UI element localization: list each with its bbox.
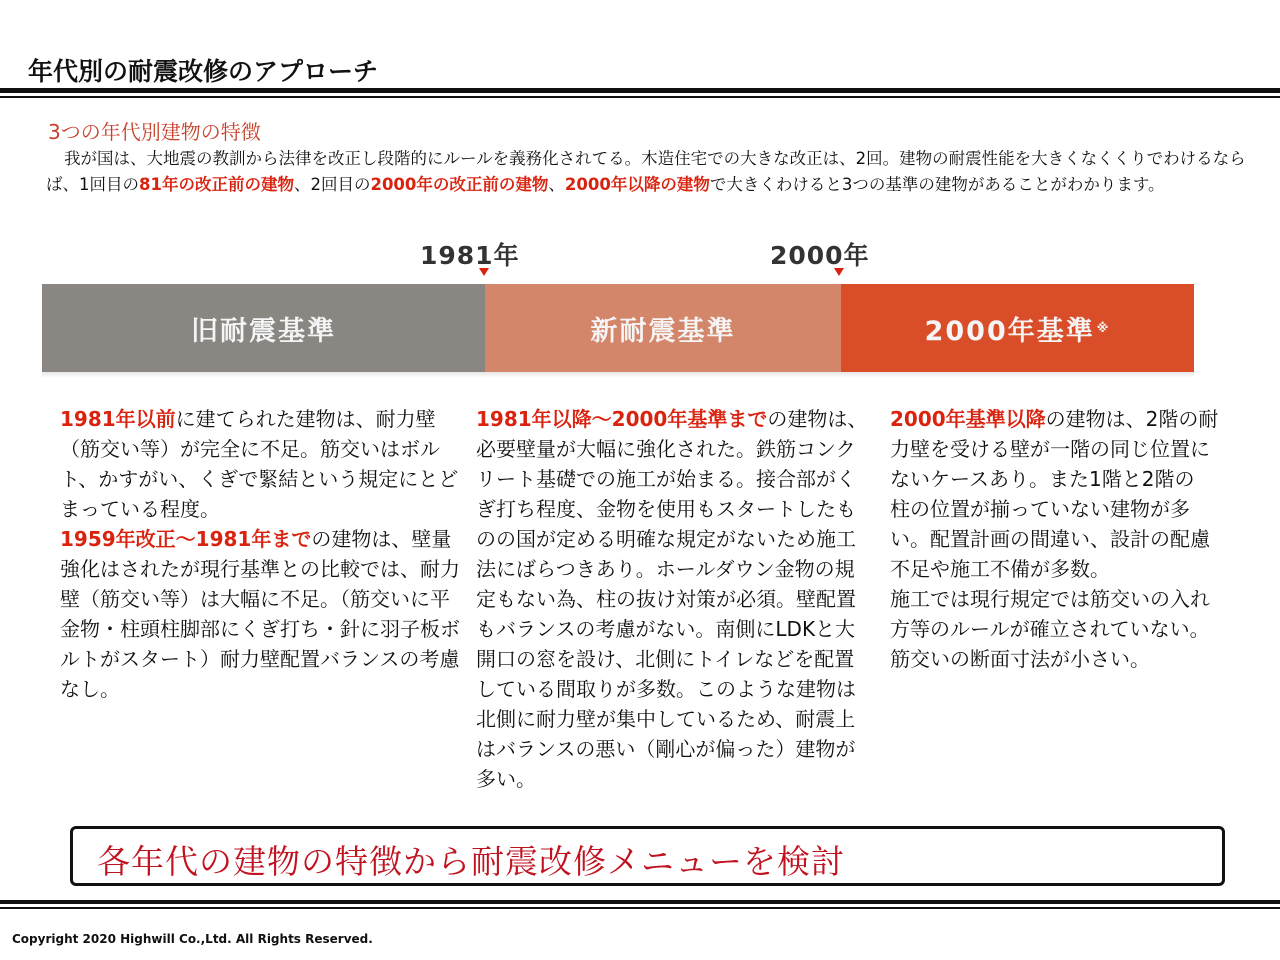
timeline-marker-2000 bbox=[834, 268, 844, 276]
band-new-label: 新耐震基準 bbox=[590, 315, 736, 347]
col1-heading-2: 1959年改正～1981年まで bbox=[60, 527, 312, 551]
intro-paragraph bbox=[46, 146, 1246, 198]
band-new-standard bbox=[485, 284, 841, 372]
band-2000-standard bbox=[841, 284, 1194, 372]
conclusion-text: 各年代の建物の特徴から耐震改修メニューを検討 bbox=[97, 842, 845, 881]
col1-text-1: に建てられた建物は、耐力壁（筋交い等）が完全に不足。筋交いはボルト、かすがい、くぎで緊結という規定にとどまっている程度。 bbox=[60, 407, 459, 521]
timeline-marker-1981 bbox=[479, 268, 489, 276]
footer-divider bbox=[0, 900, 1280, 904]
copyright-text: Copyright 2020 Highwill Co.,Ltd. All Rights Reserved. bbox=[12, 932, 373, 946]
col1-text-2: の建物は、壁量強化はされたが現行基準との比較では、耐力壁（筋交い等）は大幅に不足。（筋交いに平金物・柱頭柱脚部にくぎ打ち・針に羽子板ボルトがスタート）耐力壁配置バランスの考慮なし。 bbox=[60, 527, 460, 701]
footer-divider-thin bbox=[0, 907, 1280, 909]
band-shadow bbox=[42, 372, 1194, 378]
section-subtitle: 3つの年代別建物の特徴 bbox=[48, 120, 261, 144]
intro-highlight-3: 2000年以降の建物 bbox=[564, 175, 710, 194]
intro-text-4: で大きくわけると3つの基準の建物があることがわかります。 bbox=[709, 175, 1165, 194]
intro-highlight-2: 2000年の改正前の建物 bbox=[370, 175, 549, 194]
col3-heading: 2000年基準以降 bbox=[890, 407, 1046, 431]
header-divider-thin bbox=[0, 96, 1280, 98]
column-1981-2000 bbox=[476, 404, 868, 794]
col2-text: の建物は、必要壁量が大幅に強化された。鉄筋コンクリート基礎での施工が始まる。接合部がくぎ打ち程度、金物を使用もスタートしたものの国が定める明確な規定がないため施工法にばらつきあり。ホールダウン金物の規定もない為、柱の抜け対策が必須。壁配置もバランスの考慮がない。南側にLDKと大開口の窓を設け、北側にトイレなどを配置している間取りが多数。このような建物は北側に耐力壁が集中しているため、耐震上はバランスの悪い（剛心が偏った）建物が多い。 bbox=[476, 407, 868, 791]
column-post-2000 bbox=[890, 404, 1220, 674]
intro-text-2: 、2回目の bbox=[293, 175, 371, 194]
col3-text-2: 施工では現行規定では筋交いの入れ方等のルールが確立されていない。筋交いの断面寸法が小さい。 bbox=[890, 587, 1210, 671]
conclusion-callout bbox=[70, 826, 1225, 886]
timeline-year-1981: 1981年 bbox=[420, 241, 520, 270]
band-2000-footnote-mark: ※ bbox=[1096, 321, 1111, 335]
col2-heading: 1981年以降～2000年基準まで bbox=[476, 407, 768, 431]
col3-text-1: の建物は、2階の耐力壁を受ける壁が一階の同じ位置にないケースあり。また1階と2階の 柱の位置が揃っていない建物が多い。配置計画の間違い、設計の配慮不足や施工不備が多数。 bbox=[890, 407, 1219, 581]
column-pre-1981 bbox=[60, 404, 460, 704]
page-title: 年代別の耐震改修のアプローチ bbox=[28, 57, 379, 86]
band-old-standard bbox=[42, 284, 485, 372]
band-2000-label: 2000年基準 bbox=[924, 315, 1095, 347]
intro-highlight-1: 81年の改正前の建物 bbox=[139, 175, 294, 194]
col1-heading-1: 1981年以前 bbox=[60, 407, 176, 431]
intro-text-3: 、 bbox=[548, 175, 565, 194]
header-divider bbox=[0, 88, 1280, 93]
intro-text-1: 我が国は、大地震の教訓から法律を改正し段階的にルールを義務化されてる。木造住宅での大きな改正は、2回。建物の耐震性能を大きくなくくりでわけるならば、1回目の bbox=[46, 149, 1246, 194]
timeline-year-2000: 2000年 bbox=[770, 241, 870, 270]
band-old-label: 旧耐震基準 bbox=[191, 315, 336, 347]
